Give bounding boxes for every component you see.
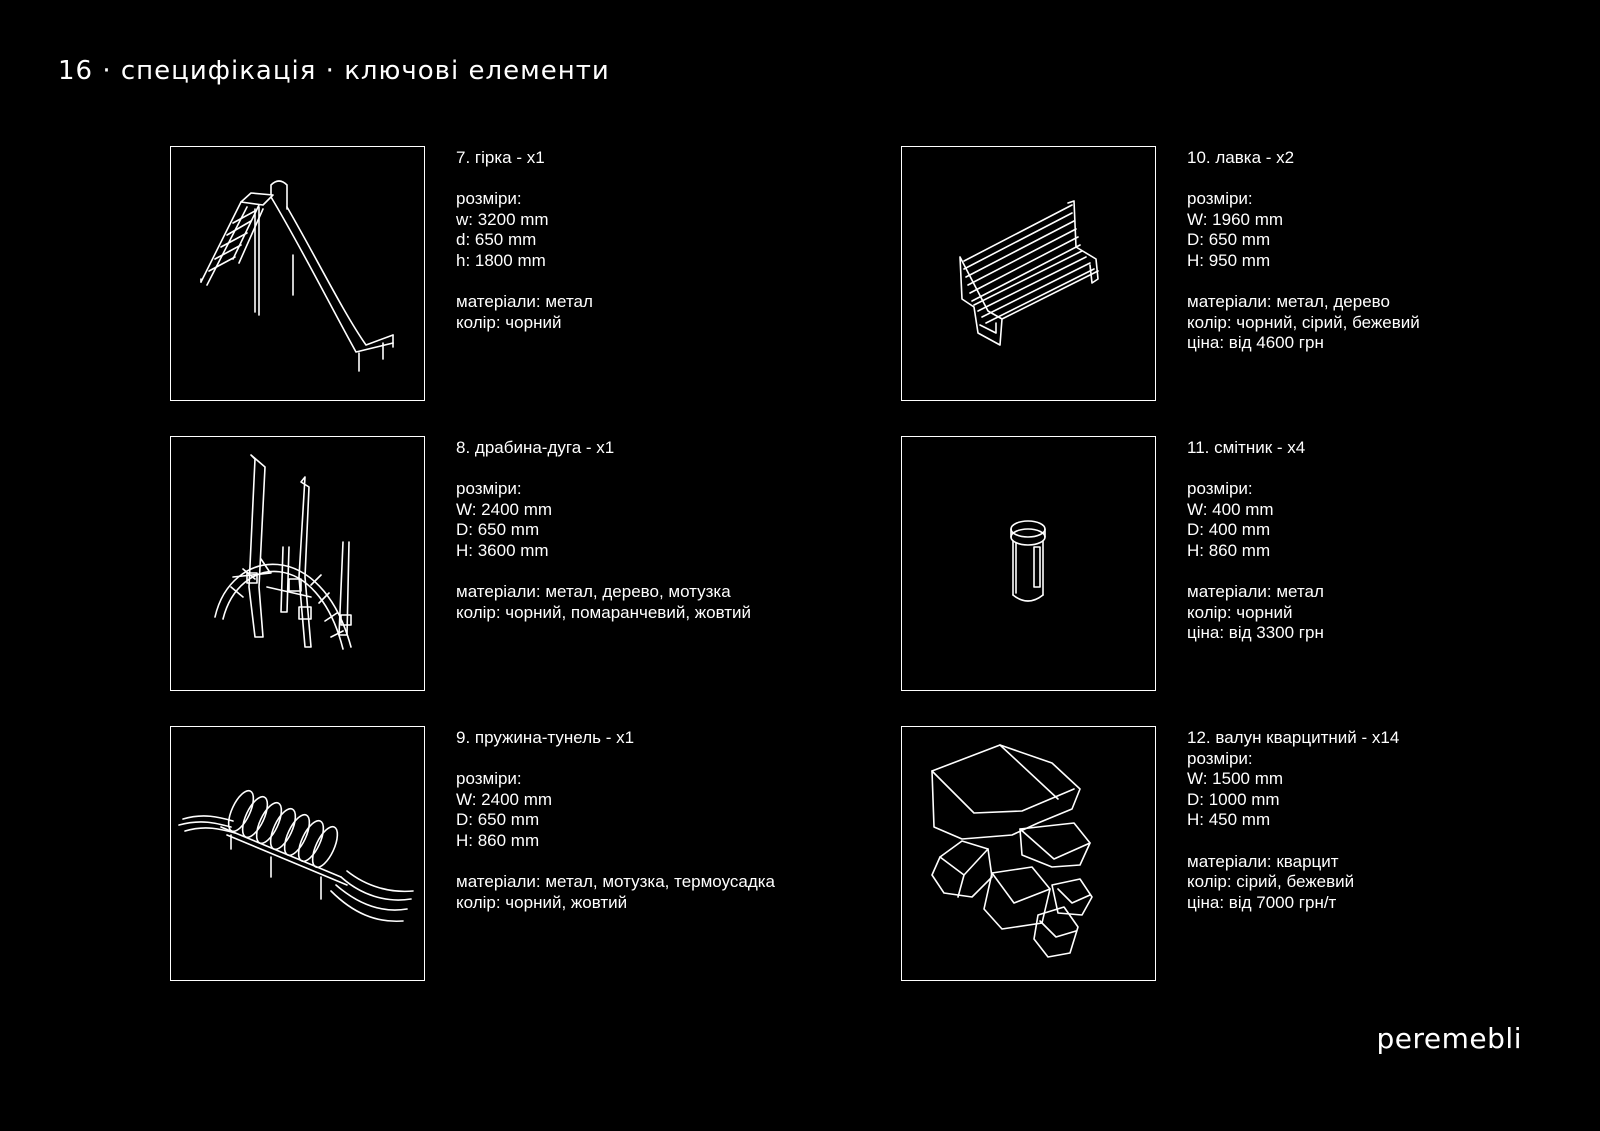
dimension-width: W: 400 mm (1187, 499, 1274, 519)
dimension-height: h: 1800 mm (456, 250, 546, 270)
illustration-frame (901, 436, 1156, 691)
dimension-height: H: 3600 mm (456, 540, 549, 560)
color: колір: чорний, помаранчевий, жовтий (456, 602, 752, 622)
dimensions-label: розміри: (456, 769, 522, 789)
slide-icon (171, 147, 423, 399)
item-heading: 12. валун кварцитний - x14 (1187, 728, 1400, 747)
dimension-height: H: 860 mm (456, 830, 540, 850)
price: ціна: від 3300 грн (1187, 623, 1324, 643)
boulder-icon (902, 727, 1154, 979)
illustration-frame (901, 726, 1156, 981)
dimension-depth: D: 650 mm (456, 810, 540, 830)
price: ціна: від 4600 грн (1187, 333, 1324, 353)
illustration-frame (170, 146, 425, 401)
arch-ladder-icon (171, 437, 423, 689)
dimension-width: W: 2400 mm (456, 499, 553, 519)
trash-bin-icon (902, 437, 1154, 689)
materials: матеріали: метал, дерево, мотузка (456, 582, 731, 602)
color: колір: чорний, жовтий (456, 892, 628, 912)
item-heading: 10. лавка - x2 (1187, 148, 1295, 167)
spec-text (1187, 728, 1399, 913)
dimension-depth: D: 1000 mm (1187, 789, 1280, 809)
materials: матеріали: метал, мотузка, термоусадка (456, 872, 776, 892)
dimension-height: H: 450 mm (1187, 810, 1271, 830)
illustration-frame (901, 146, 1156, 401)
item-heading: 7. гірка - x1 (456, 148, 545, 167)
color: колір: сірий, бежевий (1187, 872, 1355, 892)
dimension-depth: D: 650 mm (456, 520, 540, 540)
dimensions-label: розміри: (456, 479, 522, 499)
dimension-height: H: 860 mm (1187, 540, 1271, 560)
dimensions-label: розміри: (1187, 748, 1253, 768)
price: ціна: від 7000 грн/т (1187, 892, 1337, 912)
dimensions-label: розміри: (1187, 479, 1253, 499)
spec-text (1187, 438, 1324, 644)
color: колір: чорний (1187, 602, 1293, 622)
dimension-depth: d: 650 mm (456, 230, 537, 250)
dimension-depth: D: 400 mm (1187, 520, 1271, 540)
dimension-height: H: 950 mm (1187, 250, 1271, 270)
item-heading: 9. пружина-тунель - x1 (456, 728, 635, 747)
color: колір: чорний (456, 312, 562, 332)
bench-icon (902, 147, 1154, 399)
item-heading: 11. смітник - x4 (1187, 438, 1306, 457)
illustration-frame (170, 726, 425, 981)
spec-text (456, 728, 775, 913)
spec-text (456, 438, 751, 623)
dimension-width: w: 3200 mm (456, 209, 549, 229)
dimension-width: W: 1960 mm (1187, 209, 1284, 229)
dimension-depth: D: 650 mm (1187, 230, 1271, 250)
brand-logo: peremebli (1376, 1022, 1522, 1055)
spec-text (456, 148, 593, 333)
dimension-width: W: 2400 mm (456, 789, 553, 809)
materials: матеріали: метал (456, 292, 593, 312)
materials: матеріали: метал (1187, 582, 1324, 602)
materials: матеріали: кварцит (1187, 851, 1339, 871)
item-heading: 8. драбина-дуга - x1 (456, 438, 615, 457)
materials: матеріали: метал, дерево (1187, 292, 1390, 312)
dimension-width: W: 1500 mm (1187, 769, 1284, 789)
illustration-frame (170, 436, 425, 691)
color: колір: чорний, сірий, бежевий (1187, 312, 1420, 332)
page-title: 16 · специфікація · ключові елементи (58, 56, 610, 86)
dimensions-label: розміри: (1187, 189, 1253, 209)
dimensions-label: розміри: (456, 189, 522, 209)
spring-tunnel-icon (171, 727, 423, 979)
spec-text (1187, 148, 1420, 354)
